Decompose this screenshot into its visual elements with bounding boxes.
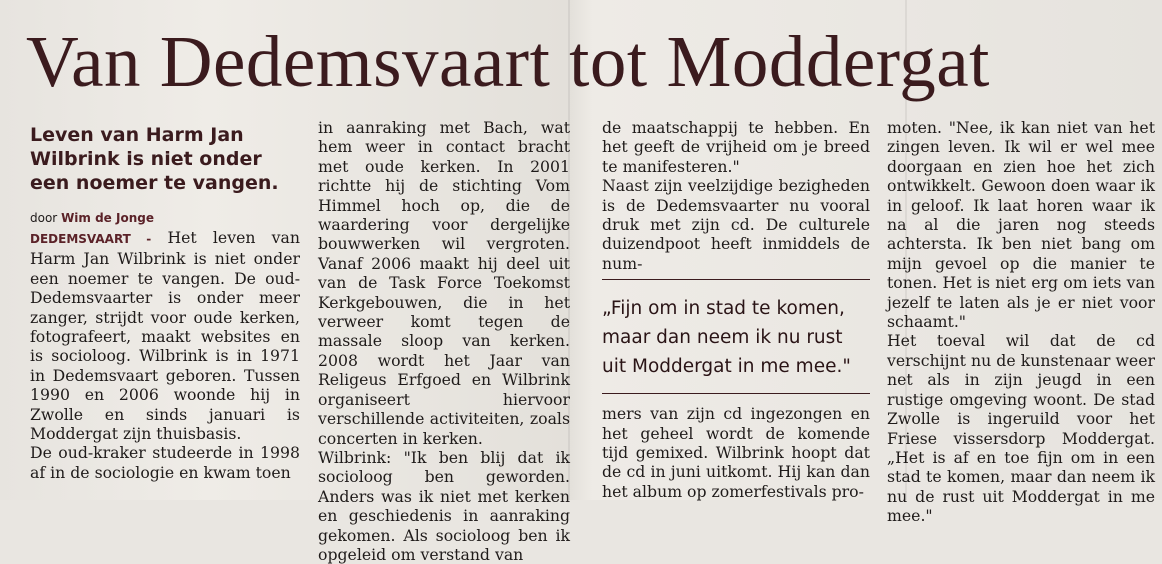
headline: Van Dedemsvaart tot Moddergat [26, 21, 990, 102]
article-paragraph: Het toeval wil dat de cd verschijnt nu de kunstenaar weer net als in zijn jeugd in een rustige omgeving woont. De stad Zwolle is ingeruild voor het Friese vissersdorp Moddergat. „Het is af en toe fijn om in een stad te komen, maar dan neem ik nu de rust uit Moddergat in me mee." [887, 331, 1155, 526]
article-column-3 [602, 118, 870, 501]
article-paragraph: De oud-kraker studeerde in 1998 af in de sociologie en kwam toen [30, 443, 300, 482]
article-paragraph: moten. "Nee, ik kan niet van het zingen leven. Ik wil er wel mee doorgaan en zien hoe het zich ontwikkelt. Gewoon doen waar ik in geloof. Ik laat horen waar ik na al die jaren nog steeds achtersta. Ik ben niet bang om mijn gevoel op die manier te tonen. Het is niet erg om iets van jezelf te laten als je er niet voor schaamt." [887, 118, 1155, 332]
byline-author: Wim de Jonge [61, 211, 154, 225]
article-text: Het leven van Harm Jan Wilbrink is niet onder een noemer te vangen. De oud-Dedemsvaarter is onder meer zanger, strijdt voor oude kerken, fotografeert, maakt websites en is socioloog. Wilbrink is in 1971 in Dedemsvaart geboren. Tussen 1990 en 2006 woonde hij in Zwolle en sinds januari is Moddergat zijn thuisbasis. [30, 228, 300, 444]
article-paragraph: in aanraking met Bach, wat hem weer in contact bracht met oude kerken. In 2001 richtte hij de stichting Vom Himmel hoch op, die de waardering voor dergelijke bouwwerken wil vergroten. Vanaf 2006 maakt hij deel uit van de Task Force Toekomst Kerkgebouwen, die in het verweer komt tegen de massale sloop van kerken. 2008 wordt het Jaar van Religeus Erfgoed en Wilbrink organiseert hiervoor verschillende activiteiten, zoals concerten in kerken. [318, 118, 570, 448]
article-column-2 [318, 118, 570, 564]
pull-quote-rule-bottom [602, 393, 870, 394]
subheadline: Leven van Harm Jan Wilbrink is niet onder een noemer te vangen. [30, 124, 279, 194]
article-paragraph: mers van zijn cd ingezongen en het geheel wordt de komende tijd gemixed. Wilbrink hoopt dat de cd in juni uitkomt. Hij kan dan het album op zomerfestivals pro- [602, 404, 870, 501]
dateline: DEDEMSVAART - [30, 232, 152, 246]
article-paragraph: Wilbrink: "Ik ben blij dat ik socioloog ben geworden. Anders was ik niet met kerken en geschiedenis in aanraking gekomen. Als socioloog ben ik opgeleid om verstand van [318, 447, 570, 564]
byline-prefix: door [30, 211, 58, 225]
article-column-1 [30, 123, 300, 503]
byline [30, 209, 300, 227]
pull-quote: „Fijn om in stad te komen, maar dan neem ik nu rust uit Moddergat in me mee." [602, 298, 851, 378]
article-paragraph: de maatschappij te hebben. En het geeft de vrijheid om je breed te manifesteren." [602, 118, 870, 176]
article-paragraph: Naast zijn veelzijdige bezigheden is de Dedemsvaarter nu vooral druk met zijn cd. De culturele duizendpoot heeft inmiddels de num- [602, 176, 870, 273]
article-paragraph [30, 228, 300, 443]
article-column-4 [887, 118, 1155, 526]
